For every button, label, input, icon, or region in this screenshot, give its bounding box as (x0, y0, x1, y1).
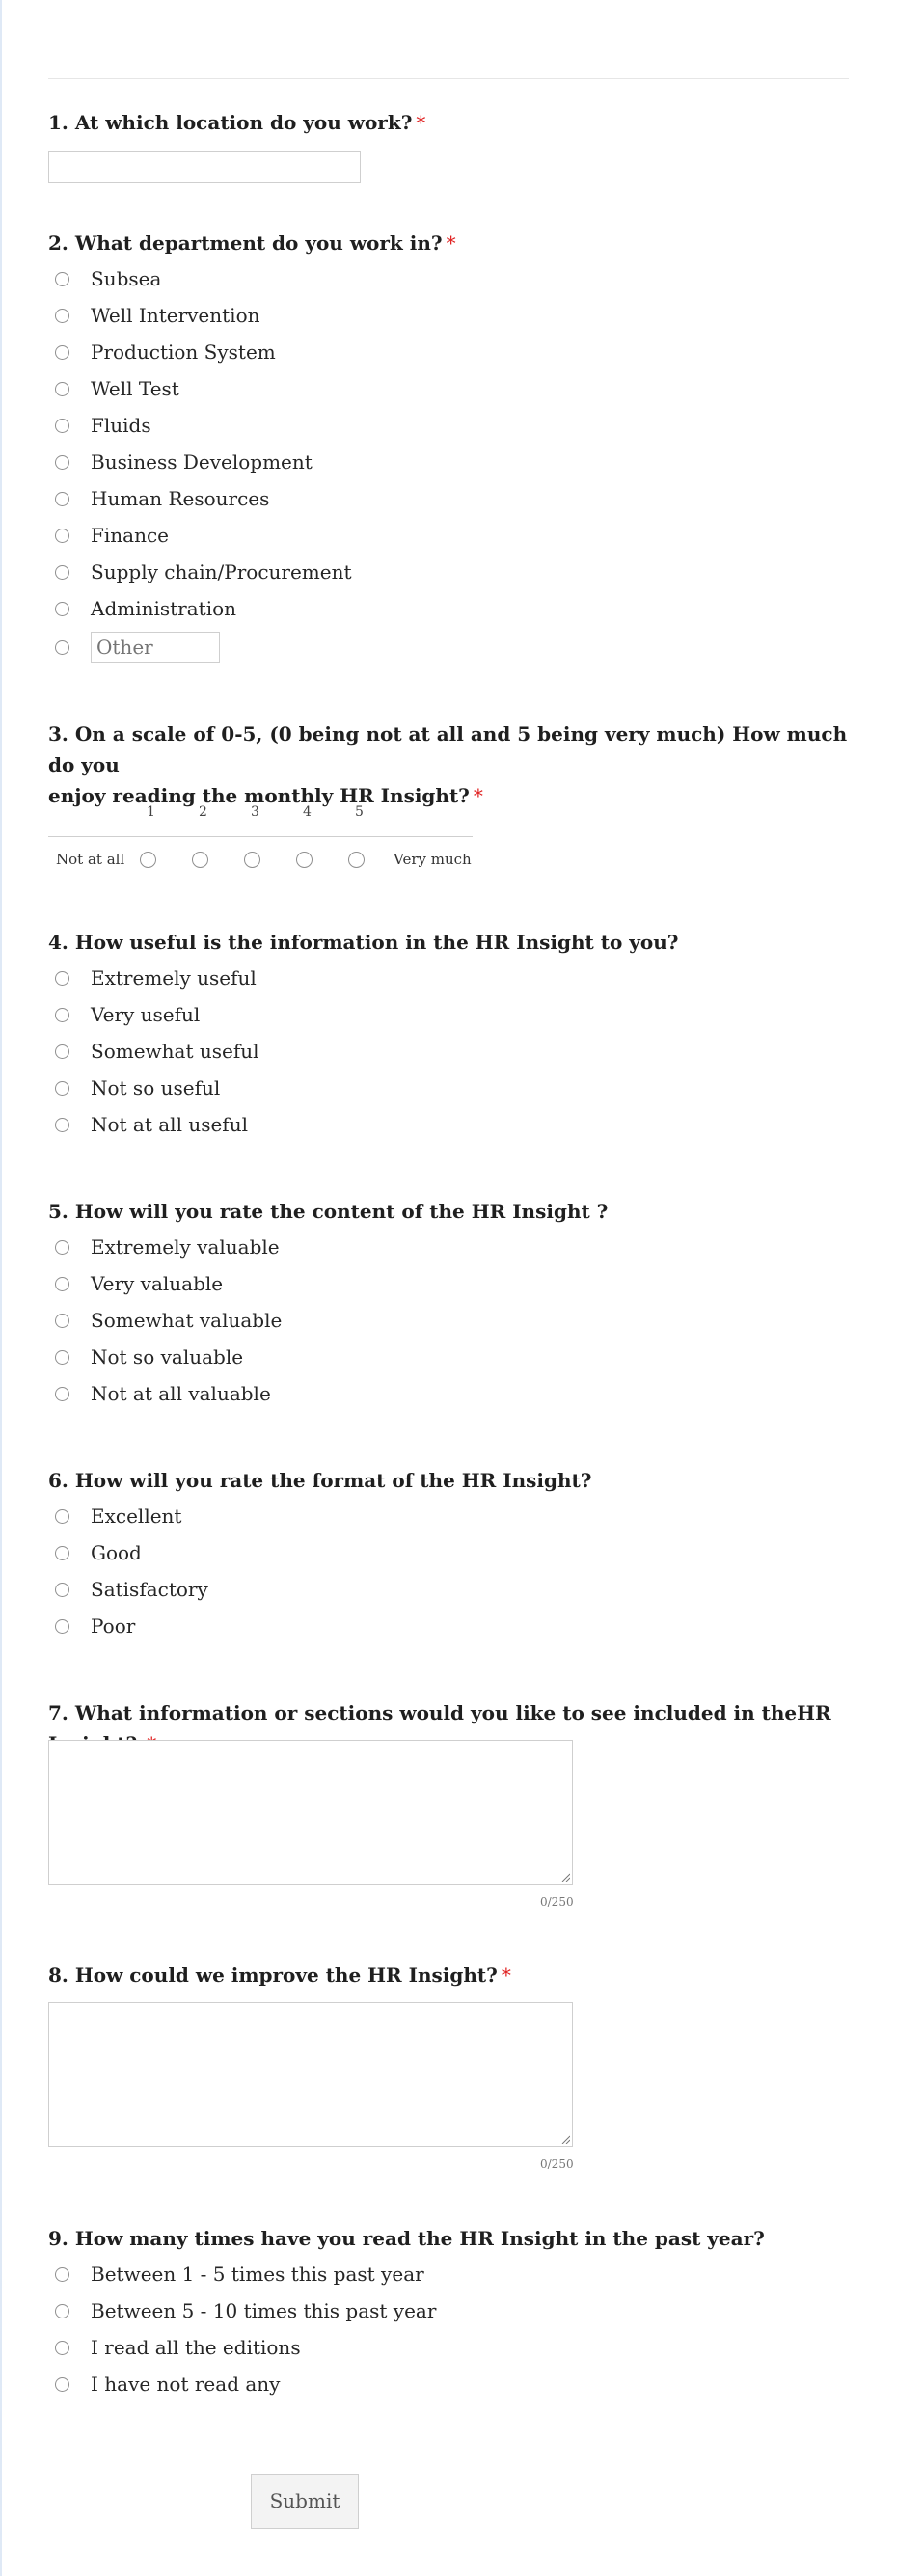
option-subsea[interactable] (48, 260, 849, 297)
radio-button[interactable] (55, 602, 69, 616)
scale-low-label: Not at all (56, 851, 125, 868)
option-human-resources[interactable] (48, 480, 849, 517)
scale-number: 3 (251, 804, 259, 820)
option-label: Well Intervention (91, 304, 260, 327)
option-not-so-useful[interactable] (48, 1070, 849, 1106)
option-extremely-useful[interactable] (48, 960, 849, 996)
option-label: Extremely valuable (91, 1235, 280, 1259)
radio-button[interactable] (55, 1118, 69, 1132)
option-label: Not so useful (91, 1076, 221, 1099)
option-satisfactory[interactable] (48, 1571, 849, 1608)
frequency-options (48, 2256, 849, 2402)
scale-divider (48, 836, 473, 837)
improvement-textarea[interactable] (48, 2002, 573, 2147)
option-label: Not at all valuable (91, 1382, 271, 1405)
scale-number: 4 (303, 804, 312, 820)
question-content-rating (48, 1196, 849, 1412)
option-label: I have not read any (91, 2373, 281, 2396)
radio-button[interactable] (55, 2341, 69, 2355)
required-asterisk: * (416, 111, 426, 134)
radio-button[interactable] (55, 272, 69, 286)
option-label: Subsea (91, 267, 162, 290)
radio-button[interactable] (55, 1387, 69, 1401)
question-title: 2. What department do you work in? * (48, 231, 456, 255)
rating-scale (48, 797, 473, 874)
radio-button[interactable] (55, 1509, 69, 1524)
option-very-useful[interactable] (48, 996, 849, 1033)
radio-button[interactable] (55, 345, 69, 360)
option-label: Supply chain/Procurement (91, 560, 352, 583)
left-border (0, 0, 2, 2576)
question-title: 6. How will you rate the format of the HR Insight? (48, 1469, 592, 1492)
character-counter: 0/250 (540, 2157, 574, 2171)
radio-button[interactable] (55, 971, 69, 986)
radio-button[interactable] (55, 1583, 69, 1597)
option-business-development[interactable] (48, 444, 849, 480)
question-department (48, 228, 849, 667)
option-label: Fluids (91, 414, 151, 437)
radio-button[interactable] (55, 2304, 69, 2318)
radio-button[interactable] (55, 1546, 69, 1560)
radio-button[interactable] (55, 1314, 69, 1328)
option-other[interactable] (48, 627, 849, 667)
option-very-valuable[interactable] (48, 1265, 849, 1302)
option-label: Production System (91, 340, 276, 364)
question-title: 4. How useful is the information in the HR Insight to you? (48, 931, 679, 954)
option-somewhat-useful[interactable] (48, 1033, 849, 1070)
format-options (48, 1498, 849, 1644)
question-title: 9. How many times have you read the HR Insight in the past year? (48, 2227, 765, 2250)
radio-button[interactable] (55, 1044, 69, 1059)
radio-button[interactable] (55, 1240, 69, 1255)
option-not-at-all-valuable[interactable] (48, 1375, 849, 1412)
location-input[interactable] (48, 151, 361, 183)
content-options (48, 1229, 849, 1412)
radio-button[interactable] (55, 492, 69, 506)
option-label: Not at all useful (91, 1113, 248, 1136)
resize-handle-icon[interactable] (560, 1872, 570, 1882)
option-poor[interactable] (48, 1608, 849, 1644)
option-extremely-valuable[interactable] (48, 1229, 849, 1265)
option-well-test[interactable] (48, 370, 849, 407)
option-label: Not so valuable (91, 1345, 244, 1369)
option-label: Satisfactory (91, 1578, 208, 1601)
option-somewhat-valuable[interactable] (48, 1302, 849, 1339)
option-label: Business Development (91, 450, 313, 474)
radio-button[interactable] (55, 309, 69, 323)
option-supply-chain[interactable] (48, 554, 849, 590)
radio-button[interactable] (55, 1350, 69, 1365)
option-not-so-valuable[interactable] (48, 1339, 849, 1375)
radio-button[interactable] (55, 1081, 69, 1096)
question-title: 7. What information or sections would you like to see included in theHR (48, 1697, 849, 1759)
option-label: Between 5 - 10 times this past year (91, 2299, 437, 2322)
scale-radio-1[interactable] (140, 852, 156, 868)
option-administration[interactable] (48, 590, 849, 627)
question-title: 5. How will you rate the content of the HR Insight ? (48, 1200, 609, 1223)
option-label: Finance (91, 524, 169, 547)
scale-radio-2[interactable] (192, 852, 208, 868)
option-5-10-times[interactable] (48, 2292, 849, 2329)
scale-number: 5 (355, 804, 364, 820)
option-label: Well Test (91, 377, 179, 400)
option-not-read[interactable] (48, 2366, 849, 2402)
option-finance[interactable] (48, 517, 849, 554)
radio-button[interactable] (55, 382, 69, 396)
radio-button[interactable] (55, 565, 69, 580)
sections-textarea[interactable] (48, 1740, 573, 1885)
question-location (48, 107, 849, 138)
radio-button[interactable] (55, 2267, 69, 2282)
radio-button[interactable] (55, 1619, 69, 1634)
option-label: I read all the editions (91, 2336, 301, 2359)
option-1-5-times[interactable] (48, 2256, 849, 2292)
radio-button[interactable] (55, 2377, 69, 2392)
option-production-system[interactable] (48, 334, 849, 370)
question-title: 1. At which location do you work? * (48, 111, 426, 134)
question-read-frequency (48, 2223, 849, 2402)
other-input[interactable] (91, 632, 220, 663)
character-counter: 0/250 (540, 1895, 574, 1909)
radio-button[interactable] (55, 419, 69, 433)
option-well-intervention[interactable] (48, 297, 849, 334)
option-not-at-all-useful[interactable] (48, 1106, 849, 1143)
option-label: Very valuable (91, 1272, 224, 1295)
option-label: Good (91, 1541, 142, 1564)
required-asterisk: * (446, 231, 456, 255)
scale-high-label: Very much (394, 851, 472, 868)
radio-button[interactable] (55, 1008, 69, 1022)
submit-button[interactable]: Submit (251, 2474, 359, 2529)
scale-number: 2 (199, 804, 207, 820)
question-format-rating (48, 1465, 849, 1644)
scale-number: 1 (147, 804, 155, 820)
option-label: Somewhat useful (91, 1040, 259, 1063)
question-usefulness (48, 927, 849, 1143)
required-asterisk: * (473, 784, 483, 807)
option-label: Administration (91, 597, 237, 620)
usefulness-options (48, 960, 849, 1143)
scale-radio-3[interactable] (244, 852, 260, 868)
option-label: Human Resources (91, 487, 270, 510)
department-options (48, 260, 849, 667)
option-label: Between 1 - 5 times this past year (91, 2263, 424, 2286)
required-asterisk: * (501, 1964, 511, 1987)
scale-radio-4[interactable] (296, 852, 313, 868)
option-label: Poor (91, 1614, 136, 1638)
radio-button[interactable] (55, 529, 69, 543)
option-label: Very useful (91, 1003, 201, 1026)
option-label: Excellent (91, 1505, 182, 1528)
resize-handle-icon[interactable] (560, 2134, 570, 2144)
option-excellent[interactable] (48, 1498, 849, 1534)
radio-button[interactable] (55, 455, 69, 470)
option-fluids[interactable] (48, 407, 849, 444)
option-label: Somewhat valuable (91, 1309, 283, 1332)
top-divider (48, 78, 849, 79)
question-title: 8. How could we improve the HR Insight? * (48, 1964, 511, 1987)
option-good[interactable] (48, 1534, 849, 1571)
question-title: 3. On a scale of 0-5, (0 being not at all and 5 being very much) How much do you enjoy reading the monthly HR Insight? * (48, 722, 848, 807)
question-improvement (48, 1960, 849, 1991)
option-all-editions[interactable] (48, 2329, 849, 2366)
scale-radio-5[interactable] (348, 852, 365, 868)
radio-button[interactable] (55, 1277, 69, 1291)
option-label: Extremely useful (91, 966, 257, 990)
radio-button[interactable] (55, 640, 69, 655)
